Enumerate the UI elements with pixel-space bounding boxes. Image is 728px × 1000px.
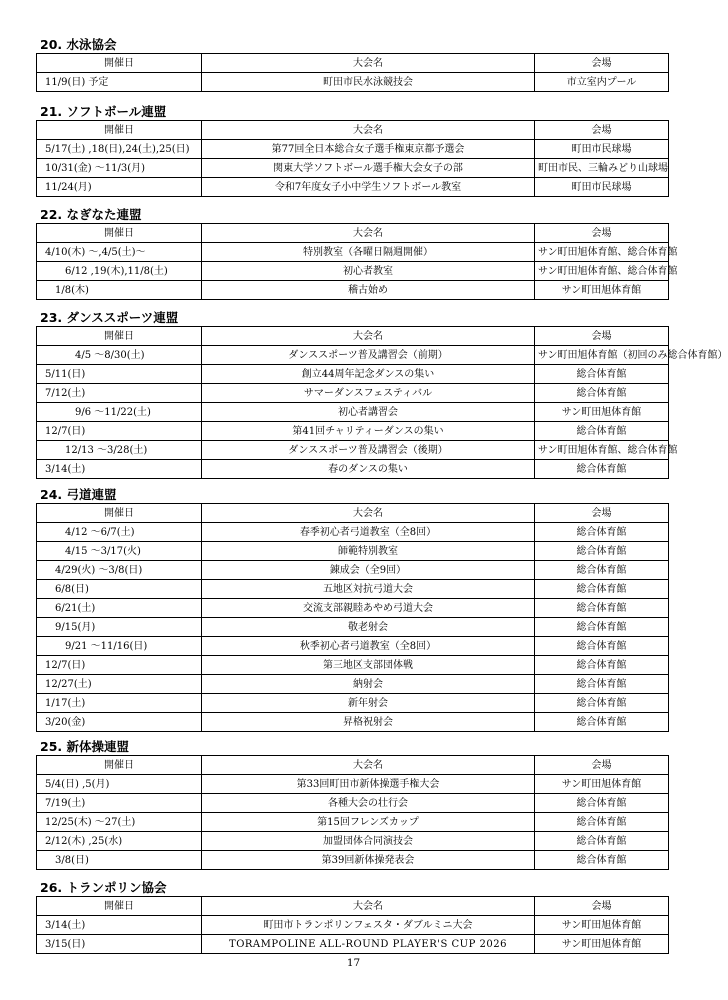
table-row — [37, 140, 669, 159]
section-title: 20. 水泳協会 — [40, 37, 117, 52]
table-row — [37, 580, 669, 599]
section-dancesport — [36, 309, 728, 479]
event-name: 第41回チャリティーダンスの集い — [202, 422, 535, 441]
event-name: 第三地区支部団体戦 — [202, 656, 535, 675]
header-venue: 会場 — [535, 224, 669, 243]
event-venue: 総合体育館 — [535, 561, 669, 580]
header-venue: 会場 — [535, 897, 669, 916]
section-naginata — [36, 206, 678, 300]
section-title: 23. ダンススポーツ連盟 — [40, 310, 179, 325]
events-table — [36, 503, 669, 732]
event-venue: サン町田旭体育館 — [535, 775, 669, 794]
event-date: 4/10(木) ～,4/5(土)～ — [37, 243, 202, 262]
header-event-name: 大会名 — [202, 897, 535, 916]
header-date: 開催日 — [37, 224, 202, 243]
event-name: 第39回新体操発表会 — [202, 851, 535, 870]
event-name: 稽古始め — [202, 281, 535, 300]
event-date: 1/17(土) — [37, 694, 202, 713]
event-date: 4/29(火) ～3/8(日) — [37, 561, 202, 580]
event-date: 11/9(日) 予定 — [37, 73, 202, 92]
event-date: 9/15(月) — [37, 618, 202, 637]
section-trampoline — [36, 879, 668, 954]
table-header-row — [37, 504, 669, 523]
table-row — [37, 813, 669, 832]
table-row — [37, 775, 669, 794]
event-date: 4/12 ～6/7(土) — [37, 523, 202, 542]
table-header-row — [37, 327, 669, 346]
table-row — [37, 794, 669, 813]
event-venue: サン町田旭体育館、総合体育館 — [535, 262, 669, 281]
header-event-name: 大会名 — [202, 504, 535, 523]
event-name: 初心者教室 — [202, 262, 535, 281]
table-row — [37, 178, 669, 197]
event-venue: 総合体育館 — [535, 794, 669, 813]
event-date: 3/20(金) — [37, 713, 202, 732]
header-date: 開催日 — [37, 756, 202, 775]
event-venue: 総合体育館 — [535, 713, 669, 732]
table-row — [37, 262, 669, 281]
event-date: 4/5 ～8/30(土) — [37, 346, 202, 365]
table-row — [37, 346, 669, 365]
event-name: ダンススポーツ普及講習会（前期） — [202, 346, 535, 365]
event-venue: 総合体育館 — [535, 599, 669, 618]
header-date: 開催日 — [37, 121, 202, 140]
event-date: 12/27(土) — [37, 675, 202, 694]
events-table — [36, 223, 678, 300]
event-venue: 総合体育館 — [535, 637, 669, 656]
table-row — [37, 599, 669, 618]
header-venue: 会場 — [535, 756, 669, 775]
table-row — [37, 159, 669, 178]
header-event-name: 大会名 — [202, 54, 535, 73]
table-row — [37, 832, 669, 851]
header-date: 開催日 — [37, 504, 202, 523]
event-venue: 町田市民、三輪みどり山球場 — [535, 159, 669, 178]
event-venue: 総合体育館 — [535, 422, 669, 441]
events-table — [36, 755, 669, 870]
table-row — [37, 675, 669, 694]
header-event-name: 大会名 — [202, 121, 535, 140]
table-row — [37, 713, 669, 732]
header-event-name: 大会名 — [202, 327, 535, 346]
event-name: 交流支部親睦あやめ弓道大会 — [202, 599, 535, 618]
event-venue: サン町田旭体育館（初回のみ総合体育館） — [535, 346, 669, 365]
event-venue: 町田市民球場 — [535, 140, 669, 159]
table-row — [37, 656, 669, 675]
event-date: 12/13 ～3/28(土) — [37, 441, 202, 460]
event-date: 4/15 ～3/17(火) — [37, 542, 202, 561]
event-name: 創立44周年記念ダンスの集い — [202, 365, 535, 384]
table-row — [37, 422, 669, 441]
table-row — [37, 243, 669, 262]
event-venue: 町田市民球場 — [535, 178, 669, 197]
table-header-row — [37, 121, 669, 140]
event-venue: サン町田旭体育館 — [535, 935, 669, 954]
event-name: 令和7年度女子小中学生ソフトボール教室 — [202, 178, 535, 197]
section-rhythmic-gymnastics — [36, 738, 668, 870]
header-event-name: 大会名 — [202, 224, 535, 243]
event-venue: 総合体育館 — [535, 813, 669, 832]
event-name: 昇格祝射会 — [202, 713, 535, 732]
table-row — [37, 441, 669, 460]
table-row — [37, 542, 669, 561]
table-row — [37, 460, 669, 479]
header-event-name: 大会名 — [202, 756, 535, 775]
events-table — [36, 53, 669, 92]
event-name: 秋季初心者弓道教室（全8回） — [202, 637, 535, 656]
page-number: 17 — [346, 957, 361, 969]
event-name: 町田市民水泳競技会 — [202, 73, 535, 92]
section-kyudo — [36, 486, 668, 732]
event-venue: 市立室内プール — [535, 73, 669, 92]
event-name: 敬老射会 — [202, 618, 535, 637]
events-table — [36, 326, 728, 479]
section-title: 22. なぎなた連盟 — [40, 207, 142, 222]
section-swimming — [36, 36, 668, 92]
event-date: 6/12 ,19(木),11/8(土) — [37, 262, 202, 281]
section-title: 21. ソフトボール連盟 — [40, 104, 167, 119]
event-name: 加盟団体合同演技会 — [202, 832, 535, 851]
event-venue: 総合体育館 — [535, 580, 669, 599]
table-row — [37, 694, 669, 713]
header-venue: 会場 — [535, 327, 669, 346]
event-date: 1/8(木) — [37, 281, 202, 300]
event-venue: 総合体育館 — [535, 694, 669, 713]
section-title: 25. 新体操連盟 — [40, 739, 129, 754]
table-row — [37, 618, 669, 637]
event-venue: サン町田旭体育館 — [535, 403, 669, 422]
event-name: 師範特別教室 — [202, 542, 535, 561]
event-date: 5/17(土) ,18(日),24(土),25(日) — [37, 140, 202, 159]
event-date: 6/21(土) — [37, 599, 202, 618]
section-title: 24. 弓道連盟 — [40, 487, 117, 502]
event-venue: サン町田旭体育館 — [535, 281, 669, 300]
event-date: 5/11(日) — [37, 365, 202, 384]
event-name: サマーダンスフェスティバル — [202, 384, 535, 403]
event-date: 5/4(日) ,5(月) — [37, 775, 202, 794]
event-date: 11/24(月) — [37, 178, 202, 197]
table-row — [37, 403, 669, 422]
table-row — [37, 523, 669, 542]
table-row — [37, 561, 669, 580]
event-date: 12/7(日) — [37, 656, 202, 675]
table-header-row — [37, 224, 669, 243]
event-date: 3/14(土) — [37, 460, 202, 479]
event-date: 3/14(土) — [37, 916, 202, 935]
event-date: 2/12(木) ,25(水) — [37, 832, 202, 851]
event-date: 10/31(金) ～11/3(月) — [37, 159, 202, 178]
header-venue: 会場 — [535, 504, 669, 523]
table-header-row — [37, 54, 669, 73]
event-name: 納射会 — [202, 675, 535, 694]
event-venue: 総合体育館 — [535, 675, 669, 694]
table-row — [37, 281, 669, 300]
event-date: 12/25(木) ～27(土) — [37, 813, 202, 832]
event-name: 春季初心者弓道教室（全8回） — [202, 523, 535, 542]
table-header-row — [37, 756, 669, 775]
event-name: 関東大学ソフトボール選手権大会女子の部 — [202, 159, 535, 178]
header-date: 開催日 — [37, 327, 202, 346]
header-venue: 会場 — [535, 121, 669, 140]
event-name: 第33回町田市新体操選手権大会 — [202, 775, 535, 794]
events-table — [36, 896, 669, 954]
event-date: 9/6 ～11/22(土) — [37, 403, 202, 422]
events-table — [36, 120, 669, 197]
event-venue: 総合体育館 — [535, 523, 669, 542]
table-row — [37, 73, 669, 92]
event-date: 7/12(土) — [37, 384, 202, 403]
event-name: 第15回フレンズカップ — [202, 813, 535, 832]
event-venue: 総合体育館 — [535, 460, 669, 479]
event-venue: 総合体育館 — [535, 851, 669, 870]
table-header-row — [37, 897, 669, 916]
table-row — [37, 384, 669, 403]
table-row — [37, 365, 669, 384]
event-venue: サン町田旭体育館、総合体育館 — [535, 441, 669, 460]
event-name: 第77回全日本総合女子選手権東京都予選会 — [202, 140, 535, 159]
event-name: 春のダンスの集い — [202, 460, 535, 479]
event-date: 6/8(日) — [37, 580, 202, 599]
event-venue: 総合体育館 — [535, 365, 669, 384]
event-name: TORAMPOLINE ALL-ROUND PLAYER'S CUP 2026 — [202, 935, 535, 954]
event-name: 町田市トランポリンフェスタ・ダブルミニ大会 — [202, 916, 535, 935]
event-date: 9/21 ～11/16(日) — [37, 637, 202, 656]
table-row — [37, 851, 669, 870]
event-venue: サン町田旭体育館 — [535, 916, 669, 935]
event-date: 3/8(日) — [37, 851, 202, 870]
event-venue: 総合体育館 — [535, 618, 669, 637]
event-date: 3/15(日) — [37, 935, 202, 954]
event-venue: サン町田旭体育館、総合体育館 — [535, 243, 669, 262]
event-name: 五地区対抗弓道大会 — [202, 580, 535, 599]
header-venue: 会場 — [535, 54, 669, 73]
event-name: ダンススポーツ普及講習会（後期） — [202, 441, 535, 460]
event-date: 12/7(日) — [37, 422, 202, 441]
event-name: 初心者講習会 — [202, 403, 535, 422]
section-softball — [36, 103, 668, 197]
header-date: 開催日 — [37, 54, 202, 73]
event-venue: 総合体育館 — [535, 832, 669, 851]
header-date: 開催日 — [37, 897, 202, 916]
event-venue: 総合体育館 — [535, 384, 669, 403]
event-venue: 総合体育館 — [535, 656, 669, 675]
table-row — [37, 935, 669, 954]
event-name: 新年射会 — [202, 694, 535, 713]
section-title: 26. トランポリン協会 — [40, 880, 167, 895]
event-venue: 総合体育館 — [535, 542, 669, 561]
event-date: 7/19(土) — [37, 794, 202, 813]
table-row — [37, 916, 669, 935]
event-name: 各種大会の壮行会 — [202, 794, 535, 813]
table-row — [37, 637, 669, 656]
event-name: 錬成会（全9回） — [202, 561, 535, 580]
event-name: 特別教室（各曜日隔週開催） — [202, 243, 535, 262]
